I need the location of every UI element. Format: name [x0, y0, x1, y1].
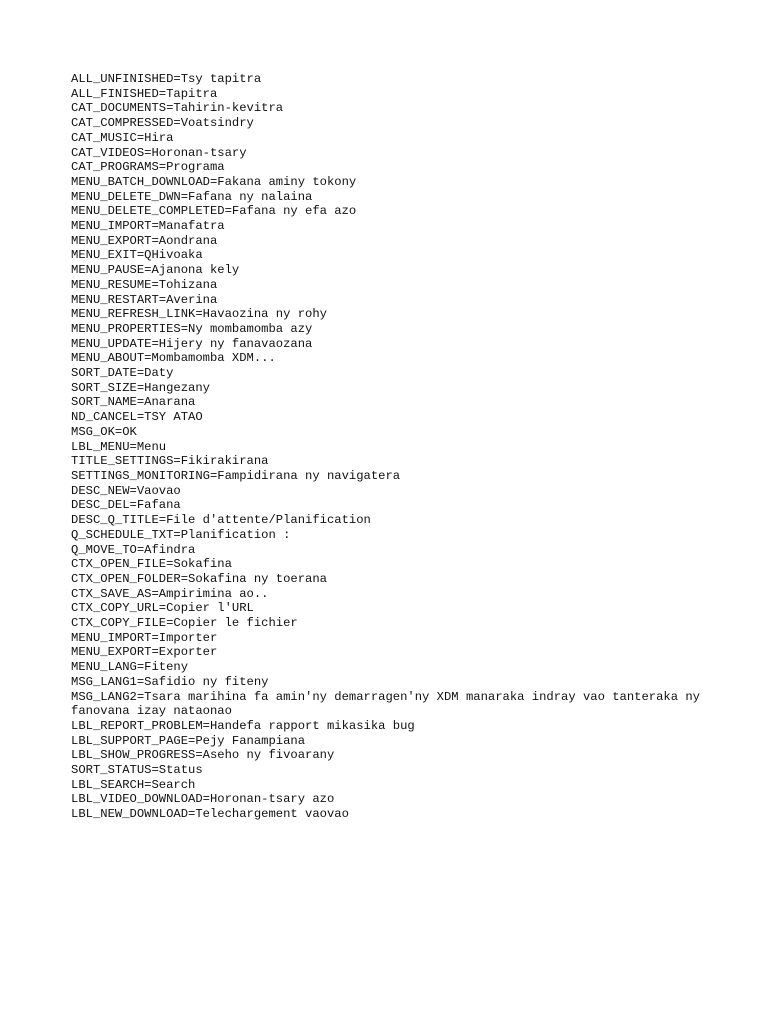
- text-line: LBL_SUPPORT_PAGE=Pejy Fanampiana: [71, 733, 306, 748]
- text-line: CAT_VIDEOS=Horonan-tsary: [71, 145, 247, 160]
- text-line: MENU_DELETE_DWN=Fafana ny nalaina: [71, 189, 313, 204]
- text-line: SORT_STATUS=Status: [71, 763, 203, 778]
- text-line: MENU_PROPERTIES=Ny mombamomba azy: [71, 321, 313, 336]
- text-line: LBL_REPORT_PROBLEM=Handefa rapport mikasika bug: [71, 718, 415, 733]
- text-line: CTX_OPEN_FOLDER=Sokafina ny toerana: [71, 571, 327, 586]
- text-line: ND_CANCEL=TSY ATAO: [71, 410, 203, 425]
- text-line: MENU_RESUME=Tohizana: [71, 277, 218, 292]
- text-line: LBL_SHOW_PROGRESS=Aseho ny fivoarany: [71, 748, 335, 763]
- text-line: TITLE_SETTINGS=Fikirakirana: [71, 454, 269, 469]
- text-line: MENU_PAUSE=Ajanona kely: [71, 263, 240, 278]
- text-line: MENU_EXPORT=Aondrana: [71, 233, 218, 248]
- text-line: DESC_NEW=Vaovao: [71, 483, 181, 498]
- text-line: LBL_VIDEO_DOWNLOAD=Horonan-tsary azo: [71, 792, 335, 807]
- text-line: MENU_EXIT=QHivoaka: [71, 248, 203, 263]
- text-line: Q_SCHEDULE_TXT=Planification :: [71, 527, 291, 542]
- text-line: SORT_NAME=Anarana: [71, 395, 196, 410]
- text-line: MENU_UPDATE=Hijery ny fanavaozana: [71, 336, 313, 351]
- document-page: [71, 72, 711, 822]
- text-line: CAT_DOCUMENTS=Tahirin-kevitra: [71, 101, 284, 116]
- text-line: MSG_LANG2=Tsara marihina fa amin'ny demarragen'ny XDM manaraka indray vao tanteraka ny fanovana izay nataonao: [71, 689, 708, 719]
- text-line: MENU_REFRESH_LINK=Havaozina ny rohy: [71, 307, 327, 322]
- text-line: CAT_COMPRESSED=Voatsindry: [71, 116, 254, 131]
- text-line: ALL_FINISHED=Tapitra: [71, 86, 218, 101]
- text-line: SORT_SIZE=Hangezany: [71, 380, 210, 395]
- text-line: CTX_COPY_FILE=Copier le fichier: [71, 616, 298, 631]
- text-line: CTX_SAVE_AS=Ampirimina ao..: [71, 586, 269, 601]
- text-line: MENU_IMPORT=Manafatra: [71, 219, 225, 234]
- text-line: Q_MOVE_TO=Afindra: [71, 542, 196, 557]
- text-line: SORT_DATE=Daty: [71, 366, 174, 381]
- text-line: CTX_COPY_URL=Copier l'URL: [71, 601, 254, 616]
- text-line: MENU_RESTART=Averina: [71, 292, 218, 307]
- text-line: MENU_IMPORT=Importer: [71, 630, 218, 645]
- text-line: LBL_NEW_DOWNLOAD=Telechargement vaovao: [71, 807, 349, 822]
- text-line: MENU_BATCH_DOWNLOAD=Fakana aminy tokony: [71, 174, 357, 189]
- text-line: DESC_DEL=Fafana: [71, 498, 181, 513]
- text-line: MENU_EXPORT=Exporter: [71, 645, 218, 660]
- text-line: CAT_PROGRAMS=Programa: [71, 160, 225, 175]
- text-line: MENU_LANG=Fiteny: [71, 660, 189, 675]
- text-line: SETTINGS_MONITORING=Fampidirana ny navigatera: [71, 468, 401, 483]
- text-line: MSG_LANG1=Safidio ny fiteny: [71, 674, 269, 689]
- text-line: LBL_SEARCH=Search: [71, 777, 196, 792]
- text-line: MSG_OK=OK: [71, 424, 137, 439]
- text-line: DESC_Q_TITLE=File d'attente/Planification: [71, 513, 371, 528]
- text-line: CTX_OPEN_FILE=Sokafina: [71, 557, 232, 572]
- text-line: LBL_MENU=Menu: [71, 439, 167, 454]
- text-line: ALL_UNFINISHED=Tsy tapitra: [71, 72, 262, 86]
- text-line: MENU_DELETE_COMPLETED=Fafana ny efa azo: [71, 204, 357, 219]
- text-line: MENU_ABOUT=Mombamomba XDM...: [71, 351, 276, 366]
- text-line: CAT_MUSIC=Hira: [71, 130, 174, 145]
